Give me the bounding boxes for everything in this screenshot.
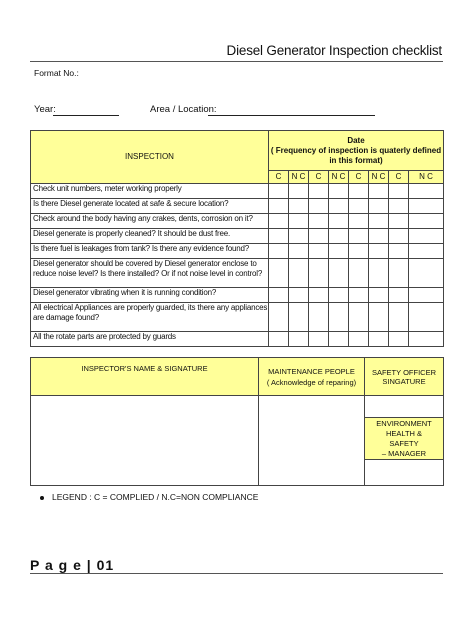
check-cell[interactable] [269,259,289,288]
environment-manager-header [365,418,444,460]
check-cell[interactable] [329,332,349,347]
inspection-item: Is there Diesel generate located at safe & secure location? [31,199,269,214]
check-cell[interactable] [409,303,444,332]
table-row [31,229,444,244]
legend-text: LEGEND : C = COMPLIED / N.C=NON COMPLIANCE [52,492,259,502]
check-cell[interactable] [369,199,389,214]
check-cell[interactable] [349,229,369,244]
check-cell[interactable] [409,229,444,244]
check-cell[interactable] [309,214,329,229]
check-cell[interactable] [269,288,289,303]
date-header [269,131,444,171]
table-row [31,244,444,259]
env-line-1: ENVIRONMENT HEALTH & [376,418,432,438]
environment-manager-signature-area[interactable] [365,460,444,486]
table-row [31,259,444,288]
check-cell[interactable] [329,288,349,303]
frequency-note: ( Frequency of inspection is quaterly defined in this format) [270,145,442,165]
check-cell[interactable] [329,244,349,259]
check-cell[interactable] [309,332,329,347]
signature-table [30,357,444,486]
check-cell[interactable] [349,332,369,347]
check-cell[interactable] [309,184,329,199]
inspection-table [30,130,444,347]
column-header: N C [289,171,309,184]
page-number: P a g e | 01 [30,557,115,573]
area-location-label: Area / Location: [150,104,217,115]
check-cell[interactable] [329,229,349,244]
check-cell[interactable] [369,259,389,288]
maintenance-label: MAINTENANCE PEOPLE [268,366,355,376]
check-cell[interactable] [369,184,389,199]
check-cell[interactable] [389,259,409,288]
check-cell[interactable] [389,229,409,244]
check-cell[interactable] [389,303,409,332]
env-line-3: – MANAGER [381,448,427,458]
maintenance-header [259,358,365,396]
inspection-header: INSPECTION [31,131,269,184]
check-cell[interactable] [369,244,389,259]
check-cell[interactable] [289,332,309,347]
maintenance-signature-area[interactable] [259,396,365,486]
check-cell[interactable] [289,199,309,214]
check-cell[interactable] [369,229,389,244]
check-cell[interactable] [289,214,309,229]
date-label: Date [347,135,365,145]
column-header: C [349,171,369,184]
check-cell[interactable] [289,229,309,244]
check-cell[interactable] [289,288,309,303]
check-cell[interactable] [269,184,289,199]
check-cell[interactable] [289,303,309,332]
column-header: C [389,171,409,184]
check-cell[interactable] [349,184,369,199]
inspection-item: Diesel generator should be covered by Diesel generator enclose to reduce noise level? Is there installed? Or if not noise level in control? [31,259,269,288]
check-cell[interactable] [269,332,289,347]
check-cell[interactable] [289,184,309,199]
inspection-item: Diesel generator vibrating when it is running condition? [31,288,269,303]
table-row [31,303,444,332]
check-cell[interactable] [289,244,309,259]
check-cell[interactable] [389,332,409,347]
inspection-item: All electrical Appliances are properly guarded, its there any appliances are damage found? [31,303,269,332]
table-row [31,199,444,214]
check-cell[interactable] [389,214,409,229]
check-cell[interactable] [309,229,329,244]
year-field-line[interactable] [53,115,119,116]
check-cell[interactable] [289,259,309,288]
inspection-item: Check unit numbers, meter working properly [31,184,269,199]
legend [40,492,258,502]
check-cell[interactable] [269,303,289,332]
inspector-signature-area[interactable] [31,396,259,486]
check-cell[interactable] [349,259,369,288]
check-cell[interactable] [349,199,369,214]
check-cell[interactable] [389,184,409,199]
table-row [31,288,444,303]
table-row [31,332,444,347]
format-number-label: Format No.: [34,68,79,78]
safety-officer-header: SAFETY OFFICER SINGATURE [365,358,444,396]
area-field-line[interactable] [208,115,375,116]
check-cell[interactable] [309,244,329,259]
footer-divider [30,573,443,574]
inspection-item: All the rotate parts are protected by guards [31,332,269,347]
check-cell[interactable] [329,184,349,199]
check-cell[interactable] [309,199,329,214]
inspection-item: Is there fuel is leakages from tank? Is there any evidence found? [31,244,269,259]
check-cell[interactable] [349,214,369,229]
check-cell[interactable] [329,199,349,214]
check-cell[interactable] [269,214,289,229]
check-cell[interactable] [329,259,349,288]
check-cell[interactable] [369,332,389,347]
inspection-item: Check around the body having any crakes, dents, corrosion on it? [31,214,269,229]
year-label: Year: [34,104,56,115]
check-cell[interactable] [409,214,444,229]
check-cell[interactable] [309,288,329,303]
check-cell[interactable] [349,244,369,259]
check-cell[interactable] [409,199,444,214]
check-cell[interactable] [369,288,389,303]
check-cell[interactable] [329,303,349,332]
column-header: C [309,171,329,184]
column-header: N C [329,171,349,184]
env-line-2: SAFETY [389,438,419,448]
column-header: N C [369,171,389,184]
inspection-item: Diesel generate is properly cleaned? It should be dust free. [31,229,269,244]
maintenance-note: ( Acknowledge of reparing) [266,377,357,387]
check-cell[interactable] [269,199,289,214]
column-header: C [269,171,289,184]
document-title: Diesel Generator Inspection checklist [226,43,442,58]
check-cell[interactable] [269,229,289,244]
check-cell[interactable] [349,288,369,303]
check-cell[interactable] [409,244,444,259]
check-cell[interactable] [389,199,409,214]
check-cell[interactable] [409,184,444,199]
check-cell[interactable] [409,288,444,303]
check-cell[interactable] [409,259,444,288]
check-cell[interactable] [369,214,389,229]
safety-officer-signature-area[interactable] [365,396,444,418]
check-cell[interactable] [409,332,444,347]
check-cell[interactable] [309,259,329,288]
check-cell[interactable] [329,214,349,229]
check-cell[interactable] [389,288,409,303]
check-cell[interactable] [369,303,389,332]
column-header: N C [409,171,444,184]
inspector-signature-header: INSPECTOR'S NAME & SIGNATURE [31,358,259,396]
title-divider [30,61,443,62]
table-row [31,214,444,229]
bullet-icon [40,496,44,500]
check-cell[interactable] [309,303,329,332]
table-row [31,184,444,199]
check-cell[interactable] [389,244,409,259]
check-cell[interactable] [349,303,369,332]
check-cell[interactable] [269,244,289,259]
